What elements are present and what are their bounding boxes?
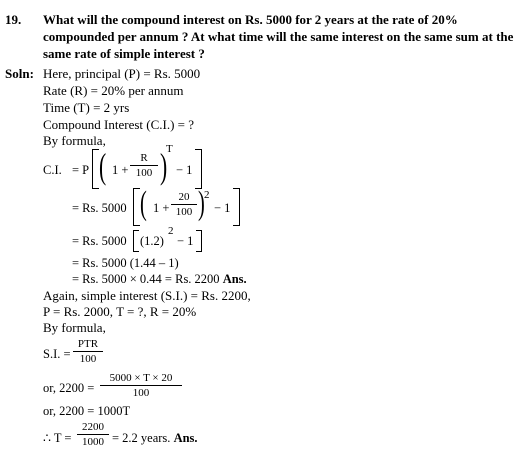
si-answer-tag: Ans. <box>173 431 198 445</box>
si-step3-fraction-bar <box>77 434 109 435</box>
ci-minus-one: − 1 <box>176 163 193 177</box>
question-line-2: compounded per annum ? At what time will the same interest on the same sum at the <box>43 29 514 44</box>
ci-step2-denominator: 100 <box>175 206 193 218</box>
si-step1-fraction-bar <box>100 385 182 386</box>
question-number: 19. <box>5 12 22 27</box>
ci-step-5-text: = Rs. 5000 × 0.44 = Rs. 2200 <box>72 272 220 286</box>
ci-step2-minus-one: − 1 <box>214 201 231 215</box>
si-step3-lhs: ∴ T = <box>43 431 72 445</box>
ci-step2-fraction-bar <box>171 204 197 205</box>
si-formula-denominator: 100 <box>79 353 97 365</box>
ci-step3-exponent: 2 <box>168 225 174 237</box>
ci-step2-fraction <box>171 191 197 218</box>
si-step1-lhs: or, 2200 = <box>43 381 95 395</box>
given-rate: Rate (R) = 20% per annum <box>43 83 184 98</box>
ci-right-bracket <box>195 149 202 189</box>
given-principal: Here, principal (P) = Rs. 5000 <box>43 66 201 81</box>
ci-exponent-t: T <box>166 143 173 155</box>
ci-step2-numerator: 20 <box>178 191 190 203</box>
ci-answer-tag: Ans. <box>222 272 247 286</box>
ci-r-numerator: R <box>140 152 148 164</box>
ci-step3-left-bracket <box>133 230 139 252</box>
si-step-2: or, 2200 = 1000T <box>43 404 131 418</box>
ci-r-denominator: 100 <box>135 167 153 179</box>
ci-step2-one-plus: 1 + <box>153 201 170 215</box>
ci-right-paren: ) <box>160 146 168 186</box>
si-step1-denominator: 100 <box>132 387 150 399</box>
ci-equals-p: = P <box>72 163 90 177</box>
si-formula-fraction-bar <box>73 351 103 352</box>
ci-step-5 <box>72 271 247 287</box>
ci-one-plus: 1 + <box>112 163 129 177</box>
si-given: P = Rs. 2000, T = ?, R = 20% <box>43 304 197 319</box>
ci-step-4: = Rs. 5000 (1.44 – 1) <box>72 256 179 270</box>
ci-step2-left-bracket <box>133 188 140 226</box>
given-compound-interest: Compound Interest (C.I.) = ? <box>43 117 195 132</box>
ci-step2-left-paren: ( <box>140 185 147 222</box>
ci-step2-lhs: = Rs. 5000 <box>72 201 127 215</box>
ci-fraction-bar <box>130 165 158 166</box>
question-line-3: same rate of simple interest ? <box>43 46 205 61</box>
si-step3-denominator: 1000 <box>82 436 104 448</box>
si-step1-numerator: 5000 × T × 20 <box>109 372 173 384</box>
ci-r-fraction <box>130 152 158 179</box>
ci-step2-right-bracket <box>233 188 240 226</box>
ci-left-paren: ( <box>99 146 107 186</box>
solution-label: Soln: <box>5 66 34 81</box>
ci-left-bracket <box>92 149 99 189</box>
si-formula-fraction <box>73 338 103 365</box>
given-time: Time (T) = 2 yrs <box>43 100 130 115</box>
question-line-1: What will the compound interest on Rs. 5000 for 2 years at the rate of 20% <box>43 12 458 27</box>
si-by-formula: By formula, <box>43 320 106 335</box>
ci-step3-right-bracket <box>196 230 202 252</box>
ci-step3-base: (1.2) <box>140 234 164 248</box>
si-step3-rhs <box>112 430 198 446</box>
ci-step2-right-paren: ) <box>198 185 205 222</box>
si-formula-lhs: S.I. = <box>43 347 71 361</box>
si-step3-fraction <box>77 421 109 448</box>
by-formula-label: By formula, <box>43 133 106 148</box>
si-step3-numerator: 2200 <box>82 421 104 433</box>
si-step3-result: = 2.2 years. <box>112 431 171 445</box>
ci-step2-exponent: 2 <box>204 189 210 201</box>
si-intro: Again, simple interest (S.I.) = Rs. 2200, <box>43 288 251 303</box>
si-step1-fraction <box>100 372 182 399</box>
ci-step3-lhs: = Rs. 5000 <box>72 234 127 248</box>
si-formula-numerator: PTR <box>77 338 99 350</box>
ci-step3-minus-one: − 1 <box>177 234 194 248</box>
ci-lhs: C.I. <box>43 163 62 177</box>
